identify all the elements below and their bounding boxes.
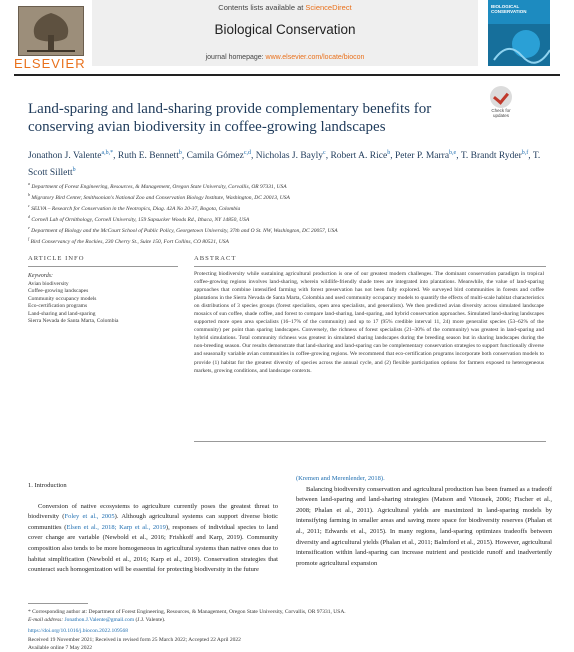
affiliation-marker: f (28, 236, 30, 242)
affiliation-item (28, 191, 548, 202)
affiliation-marker: a (28, 181, 30, 186)
journal-name: Biological Conservation (214, 22, 356, 37)
elsevier-tree-logo (18, 6, 84, 56)
affiliation-item (28, 224, 548, 235)
affiliation-text: Migratory Bird Center, Smithsonian's National Zoo and Conservation Biology Institute, Washington, DC 20013, USA (30, 194, 290, 201)
author-name[interactable]: T. Brandt Ryder (460, 151, 522, 162)
citation-elsen-karp[interactable]: Elsen et al., 2018; Karp et al., 2019 (66, 523, 166, 531)
keyword-item: Community occupancy models (28, 295, 97, 302)
affiliations (28, 180, 548, 246)
email-suffix: (J.J. Valente). (134, 617, 166, 624)
intro-right-paragraph: Balancing biodiversity conservation and agricultural production has been framed as a tradeoff between land-sparing and land-sharing strategies (Matson and Vitousek, 2006; Fischer et al., 2008; Phalan et al., 2011). Agricultural yields are maximized in land-sparing models by intensifying farming in smaller areas and saving more space for biodiversity reserves (Phalan et al., 2011; Edwards et al., 2015). In many regions, land-sparing optimizes tradeoffs between diversity and agricultural yields (Phalan et al., 2011; Balmford et al., 2015). However, agricultural intensification within land-sparing can increase nutrient and pesticide runoff and inadvertently promote agricultural expansion (296, 485, 552, 567)
affiliation-marker: c (28, 203, 30, 209)
author-name[interactable]: T. Scott Sillett (28, 151, 541, 179)
article-title: Land-sparing and land-sharing provide complementary benefits for conserving avian biodiversity in coffee-growing landscapes (28, 101, 432, 135)
intro-text-1: Conversion of native ecosystems to agriculture currently poses the greatest threat to biodiversity ( (28, 502, 278, 521)
abstract-text: Protecting biodiversity while sustaining agricultural production is one of our greatest modern challenges. The dominant conservation paradigm in tropical coffee-growing regions involves land-sharing, wherein wildlife-friendly shade trees are integrated into plantations. Meanwhile, the value of land-sparing approaches that combine intensified farming with forest preservation has not been fully explored. We surveyed bird communities in forests and coffee plantations in the Sierra Nevada de Santa Marta, Colombia and used community occupancy models to quantify the effects of multi-scale habitat characteristics on distributions of 3 species groups (forest specialists, open area specialists, and generalists). We then predicted avian diversity across simulated landscape mosaics of sun coffee, shade coffee, and forest to compare land-sharing, land-sparing, and hybrid conservation approaches. Simulated land-sharing landscapes supported more open area specialists (16–17% of the community) and up to 17 (95% credible interval 11, 24) more generalist species (53–62% of the community) per point than sparing landscapes. Conversely, the richness of forest specialists (21–30% of the community) was greatest in land-sparing and hybrid simulations. Total community richness was greatest in simulated sharing landscapes during the breeding season but in sharing landscapes during the non-breeding season. Our results demonstrate that land-sharing and land-sparing can be complementary conservation strategies to support functionally diverse and seasonally variable avian communities in coffee-growing regions. We recommend that eco-certification programs incorporate both conservation models to provide (1) habitat for the greatest diversity of species across the annual cycle, and (2) flexible participation options for farmers exposed to heterogeneous markets, growing conditions, and landscape contexts. (194, 271, 544, 374)
received-dates: Received 19 November 2021; Received in revised form 25 March 2022; Accepted 22 April 2022 (28, 636, 241, 643)
author-affiliation-marker[interactable]: c (323, 150, 326, 156)
available-online: Available online 7 May 2022 (28, 644, 93, 651)
citation-foley[interactable]: Foley et al., 2005 (64, 513, 115, 521)
email-line (28, 616, 548, 624)
author-affiliation-marker[interactable]: b (72, 167, 76, 174)
affiliation-marker: b (28, 192, 30, 198)
keyword-item: Land-sharing and land-sparing (28, 310, 96, 317)
author-affiliation-marker[interactable]: b (387, 150, 391, 156)
intro-right-column (296, 474, 552, 569)
footnote-rule (28, 603, 88, 604)
affiliation-marker: e (28, 225, 30, 231)
affiliation-text: SELVA – Research for Conservation in the Neotropics, Diag. 42A No 20-37, Bogota, Colombia (29, 205, 241, 212)
citation-kremen[interactable]: (Kremen and Merenlender, 2018). (296, 475, 385, 482)
affiliation-item (28, 213, 548, 224)
corresponding-author-note: * Corresponding author at: Department of Forest Engineering, Resources, & Management, Oregon State University, Corvallis, OR 97331, USA. (28, 609, 346, 615)
abstract-rule (194, 266, 546, 267)
journal-homepage (92, 54, 478, 61)
article-info-rule (28, 266, 178, 267)
author-name[interactable]: Ruth E. Bennett (117, 151, 179, 162)
author-list: Jonathon J. Valente$^{a,b,*}$, Ruth E. Bennett$^b$, Camila Gómez$^{c,d}$, Nicholas J. Bayly$^c$, Robert A. Rice$^b$, Peter P. Marra$^{b,e}$, T. Brandt Ryder$^{b,f}$, T. Scott Sillett$^b$ (28, 150, 541, 179)
affiliation-marker: d (28, 214, 30, 220)
check-for-updates-button[interactable] (488, 86, 514, 120)
article-info-heading: ARTICLE INFO (28, 255, 85, 262)
affiliation-text: Bird Conservancy of the Rockies, 230 Cherry St., Suite 150, Fort Collins, CO 80521, USA (29, 238, 229, 245)
author-name[interactable]: Nicholas J. Bayly (255, 151, 324, 162)
contents-line (92, 3, 478, 12)
affiliation-text: Department of Forest Engineering, Resources, & Management, Oregon State University, Corvallis, OR 97331, USA (30, 183, 287, 190)
homepage-label: journal homepage: (205, 54, 266, 61)
keywords-heading: Keywords: (28, 273, 53, 279)
author-affiliation-marker[interactable]: b,f (521, 150, 529, 156)
cover-title: BIOLOGICAL CONSERVATION (491, 4, 527, 14)
author-affiliation-marker[interactable]: b (178, 150, 182, 156)
contents-prefix: Contents lists available at (218, 3, 306, 12)
author-name[interactable]: Camila Gómez (186, 151, 244, 162)
check-updates-icon (490, 86, 512, 108)
keyword-item: Sierra Nevada de Santa Marta, Colombia (28, 318, 119, 325)
keywords-list (28, 281, 178, 325)
sciencedirect-link[interactable]: ScienceDirect (305, 3, 352, 12)
email-link[interactable]: Jonathon.J.Valente@gmail.com (64, 617, 135, 624)
affiliation-item (28, 235, 548, 246)
affiliation-text: Cornell Lab of Ornithology, Cornell University, 159 Sapsucker Woods Rd., Ithaca, NY 14850, USA (30, 216, 250, 223)
abstract-bottom-rule (194, 441, 546, 442)
journal-cover-thumbnail[interactable] (488, 0, 550, 66)
footnote (28, 608, 548, 652)
intro-text-2: ). Although agricultural systems can support diverse biotic communities ( (28, 513, 278, 531)
keyword-item: Avian biodiversity (28, 281, 69, 287)
intro-heading: 1. Introduction (28, 482, 67, 489)
author-affiliation-marker[interactable]: b,e (449, 150, 457, 156)
author-name[interactable]: Jonathon J. Valente (28, 151, 102, 162)
keyword-item: Coffee-growing landscapes (28, 288, 89, 295)
author-name[interactable]: Robert A. Rice (330, 151, 388, 162)
affiliation-item (28, 180, 548, 191)
publisher-name[interactable]: ELSEVIER (14, 56, 86, 71)
header-rule (14, 74, 560, 76)
intro-text-3: ), responses of individual species to land cover change are variable (Newbold et al., 2016; Frishkoff and Karp, 2019). Community composition also tends to be more homogeneous in agricultural systems than native ones due to habitat simplification (Newbold et al., 2016; Karp et al., 2019). Conservation strategies that counteract such homogenization will be essential for protecting biodiversity in the future (28, 523, 278, 574)
homepage-link[interactable]: www.elsevier.com/locate/biocon (265, 54, 365, 61)
intro-left-column (28, 481, 278, 576)
author-affiliation-marker[interactable]: c,d (243, 150, 251, 156)
intro-left-paragraph (28, 502, 278, 576)
email-label: E-mail address: (28, 617, 65, 624)
author-affiliation-marker[interactable]: a,b,* (101, 150, 114, 156)
affiliation-item (28, 202, 548, 213)
check-updates-label: Check for updates (491, 108, 511, 118)
affiliation-text: Department of Biology and the McCourt School of Public Policy, Georgetown University, 37th and O St. NW, Washington, DC 20057, USA (29, 227, 338, 234)
author-name[interactable]: Peter P. Marra (394, 151, 450, 162)
abstract-heading: ABSTRACT (194, 255, 237, 262)
doi-link[interactable]: https://doi.org/10.1016/j.biocon.2022.109568 (28, 628, 128, 635)
keyword-item: Eco-certification programs (28, 303, 88, 310)
